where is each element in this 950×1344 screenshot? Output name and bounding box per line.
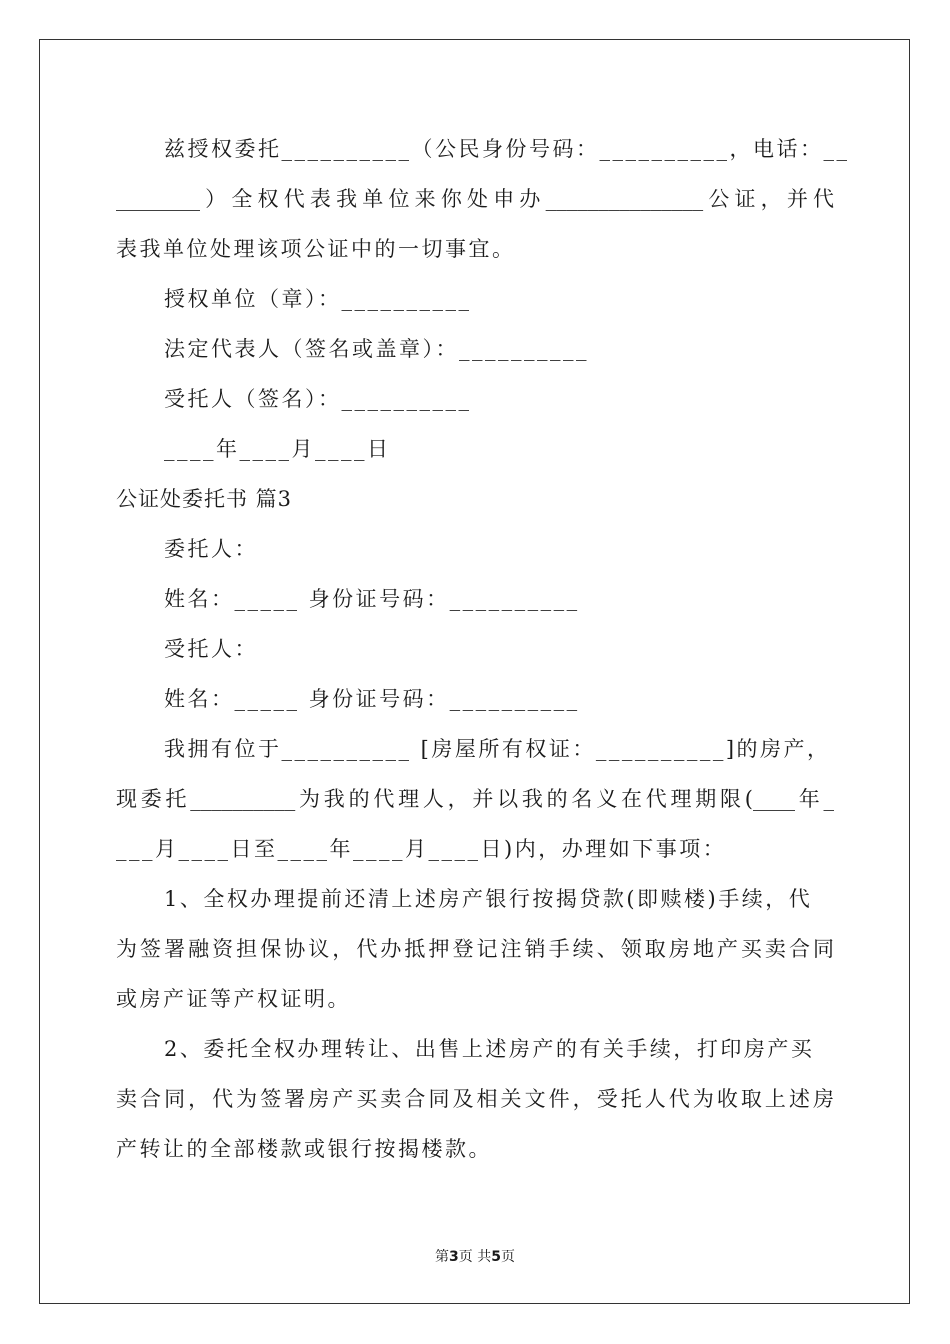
page-suffix: 页 (500, 1249, 515, 1265)
section-heading: 公证处委托书 篇3 (116, 487, 293, 511)
page-footer (0, 1246, 950, 1266)
item-1-line-1: 1、全权办理提前还清上述房产银行按揭贷款(即赎楼)手续，代 (164, 887, 813, 911)
paragraph-authorization-line-3: 表我单位处理该项公证中的一切事宜。 (116, 237, 516, 261)
item-1-line-3: 或房产证等产权证明。 (116, 987, 351, 1011)
item-2-line-1: 2、委托全权办理转让、出售上述房产的有关手续，打印房产买 (164, 1037, 815, 1061)
page-current: 3 (449, 1249, 459, 1265)
page-total: 5 (491, 1249, 501, 1265)
item-2-line-2: 卖合同，代为签署房产买卖合同及相关文件，受托人代为收取上述房 (116, 1087, 834, 1111)
paragraph-authorization-line-1: 兹授权委托__________（公民身份号码：__________，电话：__ (164, 137, 850, 161)
authorizing-unit-field: 授权单位（章）：__________ (164, 287, 472, 311)
paragraph-property-line-1: 我拥有位于__________ [房屋所有权证：__________]的房产， (164, 737, 831, 761)
agent-name-id-field: 姓名：_____ 身份证号码：__________ (164, 687, 580, 711)
legal-representative-field: 法定代表人（签名或盖章）：__________ (164, 337, 589, 361)
principal-label: 委托人： (164, 537, 258, 561)
paragraph-authorization-line-2: ________）全权代表我单位来你处申办_______________公证，并代 (116, 187, 834, 211)
page-prefix: 第 (435, 1249, 450, 1265)
date-field: ____年____月____日 (164, 437, 391, 461)
page-mid: 页 共 (458, 1249, 492, 1265)
paragraph-property-line-2: 现委托__________为我的代理人，并以我的名义在代理期限(____年_ (116, 787, 834, 811)
agent-label: 受托人： (164, 637, 258, 661)
item-1-line-2: 为签署融资担保协议，代办抵押登记注销手续、领取房地产买卖合同 (116, 937, 834, 961)
paragraph-property-line-3: ___月____日至____年____月____日)内，办理如下事项： (116, 837, 727, 861)
item-2-line-3: 产转让的全部楼款或银行按揭楼款。 (116, 1137, 492, 1161)
trustee-signature-field: 受托人（签名）：__________ (164, 387, 472, 411)
principal-name-id-field: 姓名：_____ 身份证号码：__________ (164, 587, 580, 611)
